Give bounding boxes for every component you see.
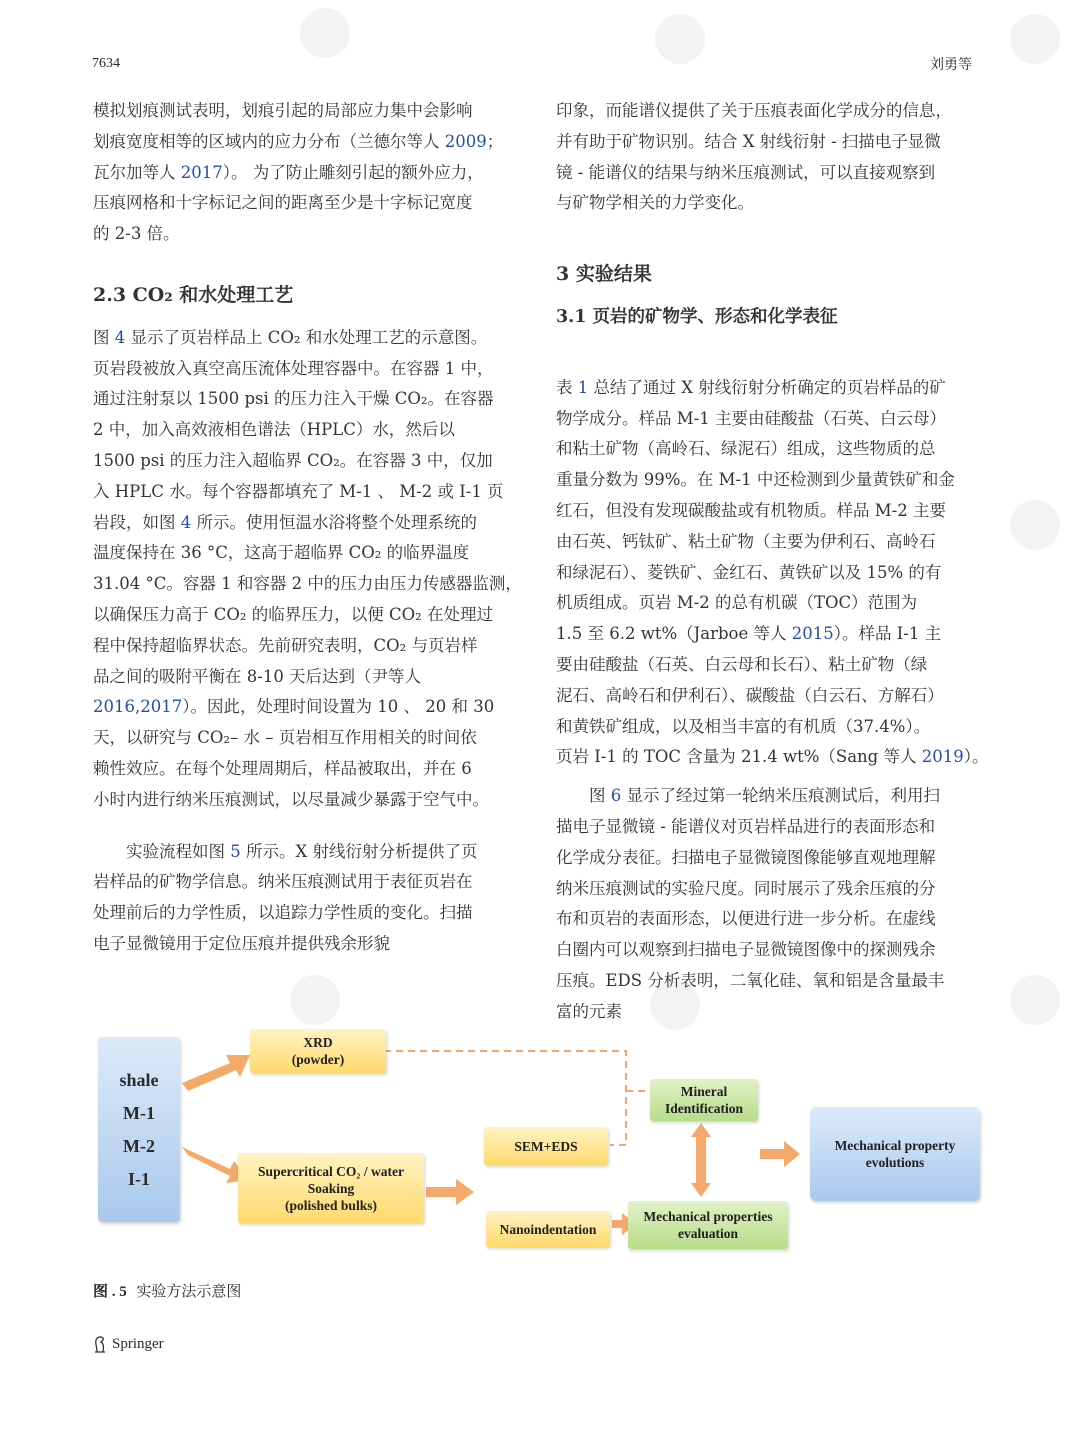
sample-label: I-1 xyxy=(128,1168,150,1189)
soaking-box: Supercritical CO₂ / water Soaking (polished bulks) xyxy=(238,1153,424,1223)
page-number: 7634 xyxy=(92,56,120,71)
section-title: 3 实验结果 xyxy=(556,263,652,286)
watermark-icon xyxy=(1010,975,1060,1025)
sem-eds-box: SEM+EDS xyxy=(484,1127,608,1165)
running-header-authors: 刘勇等 xyxy=(930,57,972,73)
shale-samples-box xyxy=(98,1037,180,1222)
mechanical-evolution-box: Mechanical property evolutions xyxy=(810,1107,980,1201)
caption-text: 实验方法示意图 xyxy=(136,1282,242,1300)
left-column xyxy=(93,96,533,960)
paragraph: 表 1 总结了通过 X 射线衍射分析确定的页岩样品的矿 物学成分。样品 M-1 主要由硅酸盐（石英、白云母） 和粘土矿物（高岭石、绿泥石）组成，这些物质的总 重量分数为 99%。在 M-1 中还检测到少量黄铁矿和金 红石，但没有发现碳酸盐或有机物质。样品 M-2 主要 由石英、钙钛矿、粘土矿物（主要为伊利石、高岭石 和绿泥石）、菱铁矿、金红石、黄铁矿以及 15% 的有 机质组成。页岩 M-2 的总有机碳（TOC）范围为 1.5 至 6.2 wt%（Jarboe 等人 2015）。样品 I-1 主 要由硅酸盐（石英、白云母和长石）、粘土矿物（绿 泥石、高岭石和伊利石）、碳酸盐（白云石、方解石） 和黄铁矿组成，以及相当丰富的有机质（37.4%）。 页岩 I-1 的 TOC 含量为 21.4 wt%（Sang 等人 2019）。 xyxy=(556,377,989,767)
table-link[interactable]: 1 xyxy=(577,377,589,397)
figure-5-flowchart xyxy=(90,1025,990,1265)
citation-link[interactable]: 2016,2017 xyxy=(93,697,183,717)
mechanical-evaluation-box: Mechanical properties evaluation xyxy=(628,1201,788,1249)
watermark-icon xyxy=(655,14,705,64)
figure-link[interactable]: 5 xyxy=(230,841,241,861)
mineral-identification-box: Mineral Identification xyxy=(650,1079,758,1121)
paragraph: 模拟划痕测试表明，划痕引起的局部应力集中会影响 划痕宽度相等的区域内的应力分布（兰德尔等人 2009； 瓦尔加等人 2017）。 为了防止雕刻引起的额外应力， 压痕网格和十字标记之间的距离至少是十字标记宽度 的 2-3 倍。 xyxy=(93,101,504,244)
figure-caption xyxy=(93,1280,241,1301)
citation-link[interactable]: 2019 xyxy=(921,747,964,767)
citation-link[interactable]: 2017 xyxy=(180,162,223,182)
watermark-icon xyxy=(290,975,340,1025)
springer-horse-icon xyxy=(92,1334,108,1354)
paragraph: 印象，而能谱仪提供了关于压痕表面化学成分的信息， 并有助于矿物识别。结合 X 射线衍射 - 扫描电子显微 镜 - 能谱仪的结果与纳米压痕测试，可以直接观察到 与矿物学相关的力学变化。 xyxy=(556,101,952,213)
sample-label: M-1 xyxy=(123,1102,155,1123)
paragraph: 图 6 显示了经过第一轮纳米压痕测试后，利用扫 描电子显微镜 - 能谱仪对页岩样品进行的表面形态和 化学成分表征。扫描电子显微镜图像能够直观地理解 纳米压痕测试的实验尺度。同时展示了残余压痕的分 布和页岩的表面形态，以便进行进一步分析。在虚线 白圈内可以观察到扫描电子显微镜图像中的探测残余 压痕。EDS 分析表明，二氧化硅、氧和铝是含量最丰 富的元素 xyxy=(556,786,945,1021)
figure-link[interactable]: 6 xyxy=(610,786,622,806)
xrd-box: XRD (powder) xyxy=(250,1029,386,1073)
paragraph: 图 4 显示了页岩样品上 CO₂ 和水处理工艺的示意图。 页岩段被放入真空高压流体处理容器中。在容器 1 中， 通过注射泵以 1500 psi 的压力注入干燥 CO₂。在容器 2 中，加入高效液相色谱法（HPLC）水，然后以 1500 psi 的压力注入超临界 CO₂。在容器 3 中，仅加 入 HPLC 水。每个容器都填充了 M-1 、 M-2 或 I-1 页 岩段，如图 4 所示。使用恒温水浴将整个处理系统的 温度保持在 36 °C，这高于超临界 CO₂ 的临界温度 31.04 °C。容器 1 和容器 2 中的压力由压力传感器监测， 以确保压力高于 CO₂ 的临界压力，以便 CO₂ 在处理过 程中保持超临界状态。先前研究表明，CO₂ 与页岩样 品之间的吸附平衡在 8-10 天后达到（尹等人 2016,2017）。因此，处理时间设置为 10 、 20 和 30 天，以研究与 CO₂– 水 – 页岩相互作用相关的时间依 赖性效应。在每个处理周期后，样品被取出，并在 6 小时内进行纳米压痕测试，以尽量减少暴露于空气中。 xyxy=(93,327,522,809)
subsection-title: 3.1 页岩的矿物学、形态和化学表征 xyxy=(556,306,838,327)
citation-link[interactable]: 2015 xyxy=(791,624,834,644)
figure-link[interactable]: 4 xyxy=(180,512,192,532)
citation-link[interactable]: 2009 xyxy=(444,131,487,151)
section-title: 2.3 CO₂ 和水处理工艺 xyxy=(93,283,294,306)
shale-label: shale xyxy=(119,1069,159,1090)
publisher-name: Springer xyxy=(112,1335,164,1352)
nanoindentation-box: Nanoindentation xyxy=(486,1211,610,1247)
sample-label: M-2 xyxy=(123,1135,155,1156)
paragraph: 实验流程如图 5 所示。X 射线衍射分析提供了页 岩样品的矿物学信息。纳米压痕测试用于表征页岩在 处理前后的力学性质，以追踪力学性质的变化。扫描 电子显微镜用于定位压痕并提供残余形貌 xyxy=(93,841,478,953)
publisher-footer xyxy=(92,1334,164,1354)
watermark-icon xyxy=(300,8,350,58)
caption-label: 图 . 5 xyxy=(93,1284,127,1300)
figure-link[interactable]: 4 xyxy=(114,327,126,347)
watermark-icon xyxy=(1010,14,1060,64)
watermark-icon xyxy=(1010,500,1060,550)
right-column xyxy=(556,96,996,1028)
